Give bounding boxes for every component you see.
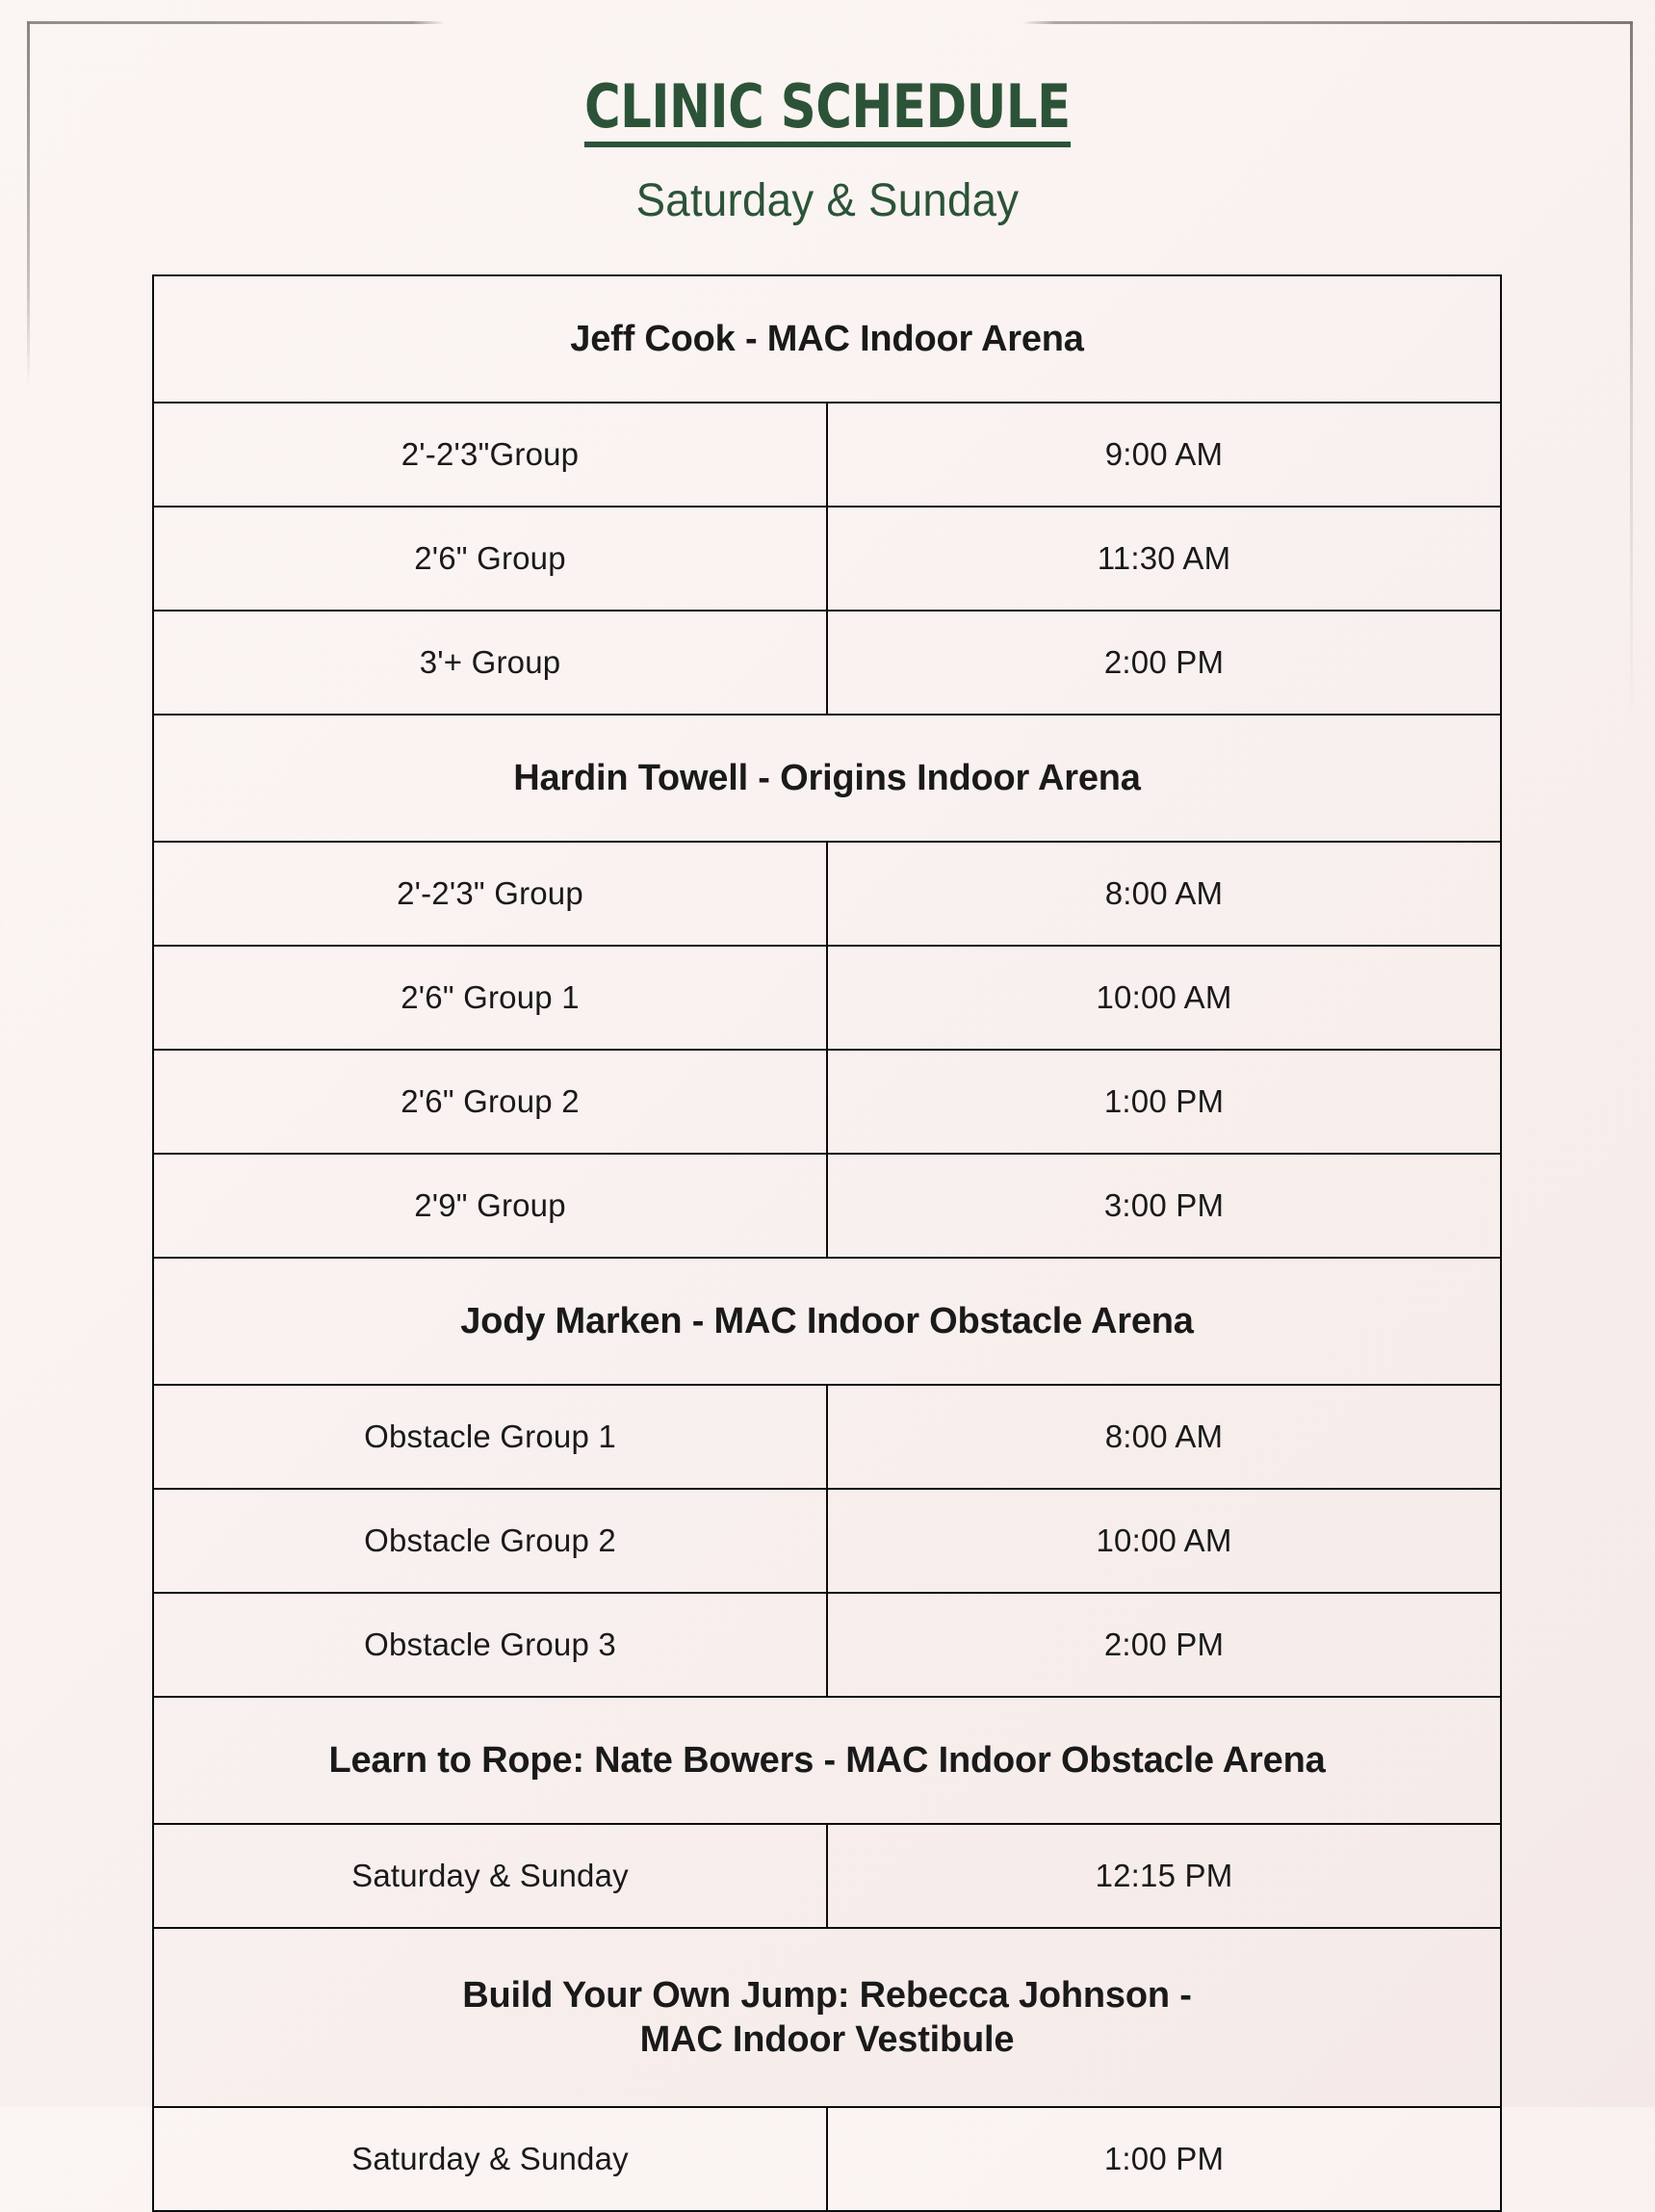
group-label-cell: 2'6" Group 1 xyxy=(153,946,827,1050)
schedule-row xyxy=(153,1050,1501,1154)
time-cell: 8:00 AM xyxy=(827,1385,1501,1489)
section-heading xyxy=(153,1258,1501,1385)
group-label-cell: 2'-2'3"Group xyxy=(153,403,827,507)
section-heading-line: Jeff Cook - MAC Indoor Arena xyxy=(570,318,1084,359)
section-heading xyxy=(153,715,1501,842)
section-heading-line: Jody Marken - MAC Indoor Obstacle Arena xyxy=(460,1300,1194,1341)
group-label-cell: 2'-2'3" Group xyxy=(153,842,827,946)
time-cell: 11:30 AM xyxy=(827,507,1501,611)
time-cell: 2:00 PM xyxy=(827,611,1501,715)
section-header-row xyxy=(153,1928,1501,2107)
section-header-row xyxy=(153,715,1501,842)
group-label-cell: 3'+ Group xyxy=(153,611,827,715)
section-header-row xyxy=(153,1697,1501,1824)
time-cell: 3:00 PM xyxy=(827,1154,1501,1258)
schedule-row xyxy=(153,507,1501,611)
schedule-row xyxy=(153,1385,1501,1489)
group-label-cell: Saturday & Sunday xyxy=(153,2107,827,2211)
group-label-cell: 2'9" Group xyxy=(153,1154,827,1258)
page-subtitle: Saturday & Sunday xyxy=(635,175,1020,227)
section-heading-line: Learn to Rope: Nate Bowers - MAC Indoor Obstacle Arena xyxy=(328,1739,1326,1781)
section-heading xyxy=(153,1697,1501,1824)
schedule-row xyxy=(153,842,1501,946)
time-cell: 10:00 AM xyxy=(827,946,1501,1050)
group-label-cell: 2'6" Group xyxy=(153,507,827,611)
schedule-row xyxy=(153,1593,1501,1697)
section-header-row xyxy=(153,275,1501,403)
group-label-cell: Obstacle Group 1 xyxy=(153,1385,827,1489)
time-cell: 1:00 PM xyxy=(827,2107,1501,2211)
schedule-table-body xyxy=(153,275,1501,2211)
time-cell: 10:00 AM xyxy=(827,1489,1501,1593)
time-cell: 2:00 PM xyxy=(827,1593,1501,1697)
time-cell: 1:00 PM xyxy=(827,1050,1501,1154)
frame-line-right xyxy=(1630,21,1633,2092)
page-title: CLINIC SCHEDULE xyxy=(584,75,1071,147)
schedule-row xyxy=(153,1824,1501,1928)
schedule-row xyxy=(153,946,1501,1050)
section-heading-line: Build Your Own Jump: Rebecca Johnson - xyxy=(462,1974,1192,2016)
schedule-row xyxy=(153,403,1501,507)
section-heading-line: MAC Indoor Vestibule xyxy=(639,2019,1015,2060)
section-header-row xyxy=(153,1258,1501,1385)
document-header xyxy=(0,71,1655,227)
schedule-row xyxy=(153,2107,1501,2211)
group-label-cell: 2'6" Group 2 xyxy=(153,1050,827,1154)
group-label-cell: Obstacle Group 3 xyxy=(153,1593,827,1697)
time-cell: 12:15 PM xyxy=(827,1824,1501,1928)
schedule-row xyxy=(153,611,1501,715)
schedule-row xyxy=(153,1489,1501,1593)
time-cell: 8:00 AM xyxy=(827,842,1501,946)
schedule-row xyxy=(153,1154,1501,1258)
section-heading xyxy=(153,275,1501,403)
group-label-cell: Saturday & Sunday xyxy=(153,1824,827,1928)
frame-line-top xyxy=(27,21,1633,24)
group-label-cell: Obstacle Group 2 xyxy=(153,1489,827,1593)
section-heading-line: Hardin Towell - Origins Indoor Arena xyxy=(513,757,1141,798)
section-heading xyxy=(153,1928,1501,2107)
clinic-schedule-table xyxy=(152,274,1502,2212)
time-cell: 9:00 AM xyxy=(827,403,1501,507)
